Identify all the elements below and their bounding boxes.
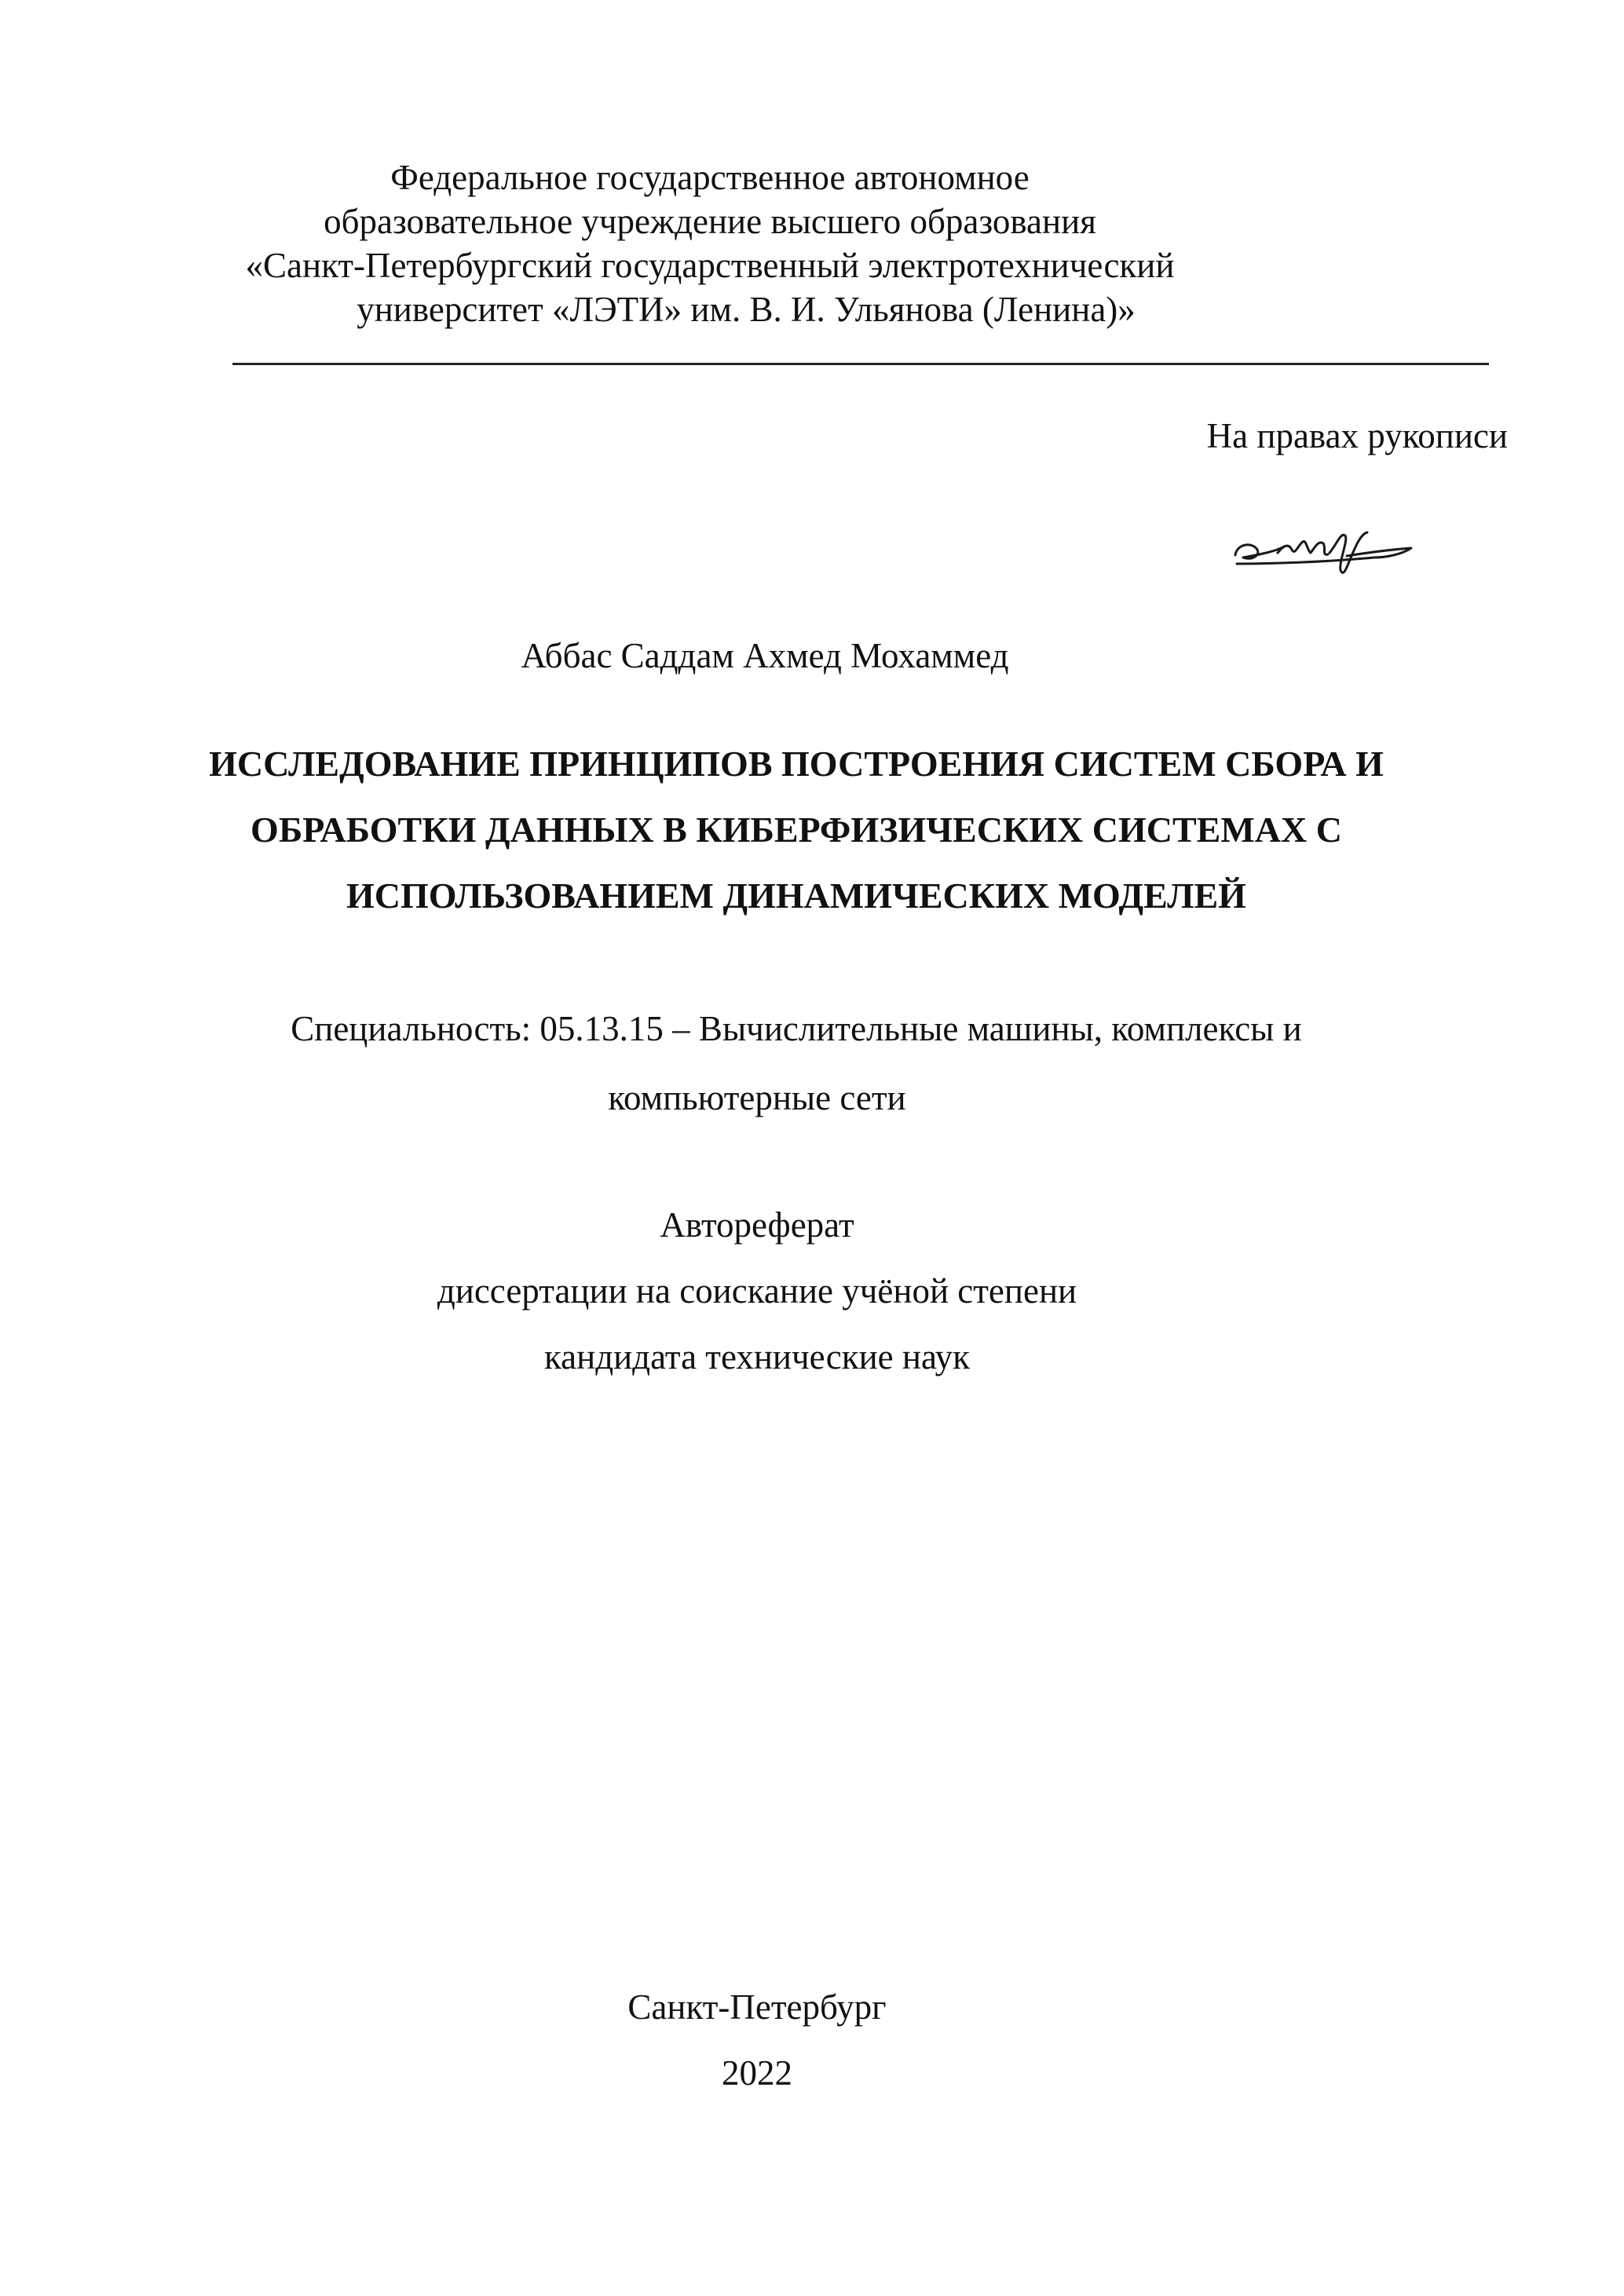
author-name: Аббас Саддам Ахмед Мохаммед [521,636,1009,675]
title-line-1: ИССЛЕДОВАНИЕ ПРИНЦИПОВ ПОСТРОЕНИЯ СИСТЕМ СБОРА И [209,744,1384,784]
institution-line-3: «Санкт-Петербургский государственный электротехнический [245,246,1175,285]
abstract-purpose: диссертации на соискание учёной степени [437,1271,1077,1311]
rights-note: На правах рукописи [1206,416,1508,455]
title-line-3: ИСПОЛЬЗОВАНИЕМ ДИНАМИЧЕСКИХ МОДЕЛЕЙ [346,876,1246,916]
abstract-degree: кандидата технические наук [543,1337,971,1377]
footer-year: 2022 [722,2053,792,2093]
title-line-2: ОБРАБОТКИ ДАННЫХ В КИБЕРФИЗИЧЕСКИХ СИСТЕМАХ С [251,810,1342,850]
specialty-line-1: Специальность: 05.13.15 – Вычислительные машины, комплексы и [291,1009,1302,1048]
specialty-line-2: компьютерные сети [608,1078,906,1117]
institution-line-1: Федеральное государственное автономное [390,158,1030,197]
abstract-type: Автореферат [660,1205,854,1245]
footer-city: Санкт-Петербург [627,1987,887,2027]
signature-image [1229,512,1449,583]
institution-line-4: университет «ЛЭТИ» им. В. И. Ульянова (Ленина)» [357,290,1136,329]
institution-line-2: образовательное учреждение высшего образования [324,202,1096,241]
header-divider [232,363,1489,365]
